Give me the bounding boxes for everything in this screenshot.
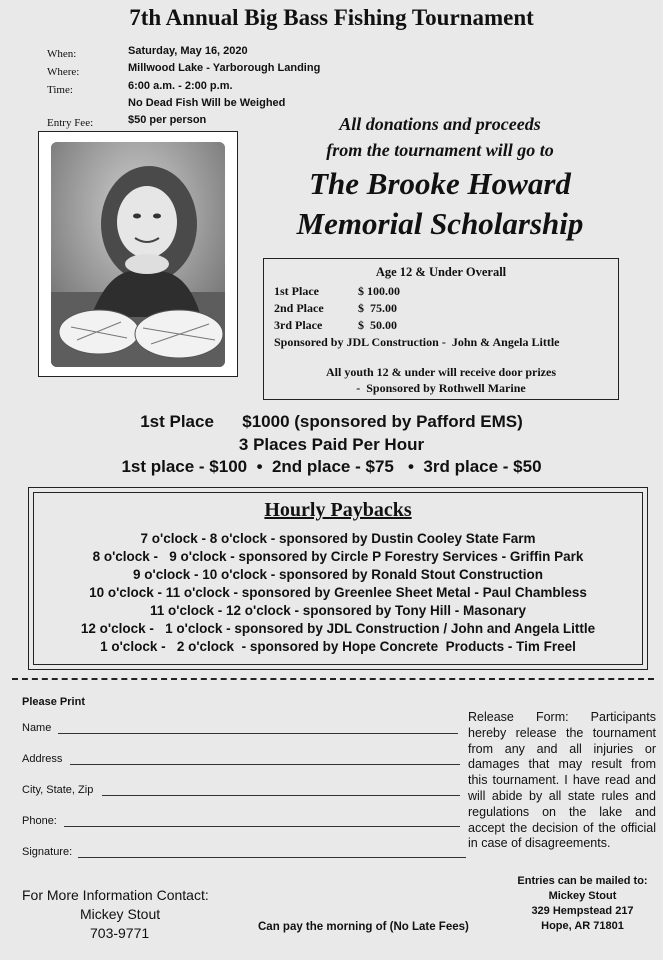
where-label: Where:	[47, 66, 80, 78]
signature-field[interactable]	[78, 857, 466, 858]
youth-amount-2: $ 75.00	[358, 301, 397, 315]
phone-label: Phone:	[22, 815, 57, 827]
dead-fish-note: No Dead Fish Will be Weighed	[128, 97, 286, 109]
flyer-title: 7th Annual Big Bass Fishing Tournament	[129, 5, 534, 30]
event-date: Saturday, May 16, 2020	[128, 45, 248, 57]
hourly-row: 8 o'clock - 9 o'clock - sponsored by Circle P Forestry Services - Griffin Park	[92, 549, 584, 564]
mail-address: 329 Hempstead 217	[531, 905, 634, 917]
entry-fee: $50 per person	[128, 114, 207, 126]
photo-image	[51, 142, 225, 367]
memorial-photo	[38, 131, 238, 377]
donation-line-2: from the tournament will go to	[326, 140, 554, 160]
youth-place-2: 2nd Place	[274, 301, 324, 315]
name-label: Name	[22, 722, 52, 734]
door-prizes: All youth 12 & under will receive door prizes	[326, 365, 556, 379]
youth-amount-1: $ 100.00	[358, 284, 400, 298]
mail-city: Hope, AR 71801	[541, 920, 624, 932]
youth-heading: Age 12 & Under Overall	[375, 265, 507, 279]
portrait-illustration	[51, 142, 225, 367]
youth-place-1: 1st Place	[274, 284, 319, 298]
contact-block	[22, 886, 232, 943]
hourly-paybacks-inner	[33, 492, 643, 665]
contact-heading: For More Information Contact:	[22, 887, 209, 903]
hourly-row: 12 o'clock - 1 o'clock - sponsored by JDL Construction / John and Angela Little	[80, 621, 596, 636]
hourly-row: 11 o'clock - 12 o'clock - sponsored by Tony Hill - Masonary	[149, 603, 527, 618]
please-print-heading: Please Print	[22, 696, 85, 708]
hourly-paybacks-box	[28, 487, 648, 670]
release-form	[468, 710, 656, 852]
payment-note: Can pay the morning of (No Late Fees)	[258, 921, 469, 933]
scholarship-name-2: Memorial Scholarship	[296, 206, 584, 241]
event-time: 6:00 a.m. - 2:00 p.m.	[128, 80, 233, 92]
mail-heading: Entries can be mailed to:	[517, 875, 648, 887]
when-label: When:	[47, 48, 77, 60]
first-place-prize: 1st Place $1000 (sponsored by Pafford EMS)	[140, 412, 523, 431]
paid-per-hour: 3 Places Paid Per Hour	[238, 435, 425, 454]
hourly-prize-amounts: 1st place - $100 • 2nd place - $75 • 3rd place - $50	[121, 457, 542, 476]
hourly-row: 1 o'clock - 2 o'clock - sponsored by Hope Concrete Products - Tim Freel	[100, 639, 576, 654]
youth-place-3: 3rd Place	[274, 318, 323, 332]
scholarship-name-1: The Brooke Howard	[309, 166, 571, 201]
youth-amount-3: $ 50.00	[358, 318, 397, 332]
contact-phone: 703-9771	[90, 925, 150, 941]
youth-prizes-box	[263, 258, 619, 400]
fee-label: Entry Fee:	[47, 117, 94, 129]
youth-sponsor: Sponsored by JDL Construction - John & Angela Little	[274, 335, 560, 349]
signature-label: Signature:	[22, 846, 73, 858]
address-field[interactable]	[70, 764, 460, 765]
event-location: Millwood Lake - Yarborough Landing	[128, 62, 321, 74]
mail-block	[505, 874, 660, 934]
time-label: Time:	[47, 84, 73, 96]
donation-line-1: All donations and proceeds	[339, 114, 541, 134]
hourly-row: 9 o'clock - 10 o'clock - sponsored by Ronald Stout Construction	[133, 567, 543, 582]
city-state-zip-field[interactable]	[102, 795, 460, 796]
name-field[interactable]	[58, 733, 458, 734]
door-prizes-sponsor: - Sponsored by Rothwell Marine	[356, 381, 526, 395]
cut-line	[12, 678, 654, 680]
release-text: Release Form: Participants hereby release the tournament from any and all injuries or damages that may result from this tournament. I have read and will abide by all state rules and regulations on the lake and accept the decision of the official in case of disagreements.	[468, 710, 656, 851]
hourly-row: 7 o'clock - 8 o'clock - sponsored by Dustin Cooley State Farm	[140, 531, 536, 546]
phone-field[interactable]	[64, 826, 460, 827]
city-state-zip-label: City, State, Zip	[22, 784, 94, 796]
contact-name: Mickey Stout	[80, 906, 161, 922]
address-label: Address	[22, 753, 63, 765]
hourly-row: 10 o'clock - 11 o'clock - sponsored by Greenlee Sheet Metal - Paul Chambless	[89, 585, 587, 600]
hourly-paybacks-title: Hourly Paybacks	[264, 499, 412, 521]
mail-name: Mickey Stout	[548, 890, 617, 902]
